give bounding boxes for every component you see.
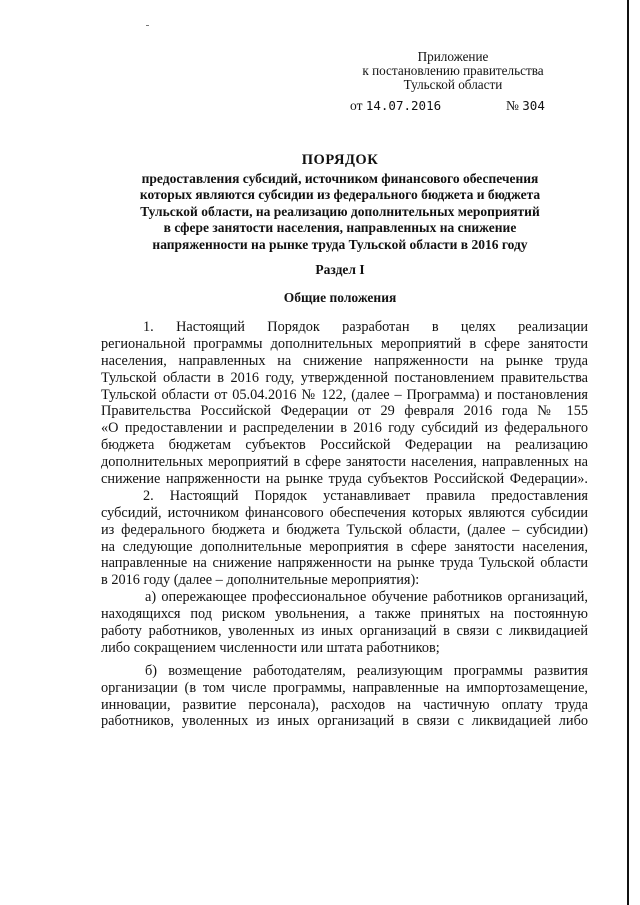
- document-date: 14.07.2016: [365, 98, 442, 113]
- text-line: бюджета бюджетам субъектов Российской Федерации на реализацию: [101, 437, 588, 454]
- section-heading: Раздел I: [315, 262, 365, 277]
- text-line: Тульской области от 05.04.2016 № 122, (далее – Программа) и постановления: [101, 386, 588, 403]
- text-line: дополнительных мероприятий в сфере занятости населения, направленных на: [101, 454, 588, 471]
- scan-mark: [146, 25, 149, 26]
- text-line: Тульской области в 2016 году, утвержденной постановлением правительства: [101, 369, 588, 386]
- number-label: №: [506, 98, 519, 113]
- appendix-line: Приложение: [417, 49, 489, 64]
- paragraph-2: [101, 488, 588, 589]
- title-line: Тульской области, на реализацию дополнительных мероприятий: [140, 203, 540, 219]
- text-line: организации (в том числе программы, направленные на импортозамещение,: [101, 679, 588, 696]
- scan-edge-line: [627, 0, 629, 905]
- text-line: из федерального бюджета и бюджета Тульской области, (далее – субсидии): [101, 521, 588, 538]
- text-line: направленные на снижение напряженности на рынке труда Тульской области: [101, 555, 588, 572]
- document-number: 304: [522, 98, 545, 113]
- text-line: субсидий, источником финансового обеспечения которых являются субсидии: [101, 504, 588, 521]
- paragraph-a: [101, 589, 588, 657]
- paragraph-1: [101, 319, 588, 488]
- text-line: Правительства Российской Федерации от 29 февраля 2016 года № 155: [101, 403, 588, 420]
- title-line: предоставления субсидий, источником финансового обеспечения: [141, 170, 539, 186]
- text-line: снижение напряженности на рынке труда субъектов Российской Федерации».: [101, 471, 588, 488]
- title-line: которых являются субсидии из федерального бюджета и бюджета: [139, 187, 541, 202]
- text-line: находящихся под риском увольнения, а также принятых на постоянную: [101, 606, 588, 623]
- title-line: напряженности на рынке труда Тульской области в 2016 году: [152, 236, 528, 252]
- text-line: работу работников, уволенных из иных организаций в связи с ликвидацией: [101, 623, 588, 640]
- title-main: ПОРЯДОК: [301, 152, 379, 168]
- text-line: либо сокращением численности или штата работников;: [101, 639, 440, 656]
- paragraph-b: [101, 663, 588, 731]
- title-line: в сфере занятости населения, направленных на снижение: [163, 220, 517, 235]
- appendix-line: Тульской области: [403, 77, 503, 92]
- text-line: 1. Настоящий Порядок разработан в целях реализации: [143, 319, 588, 335]
- text-line: региональной программы дополнительных мероприятий в сфере занятости: [101, 335, 588, 352]
- document-body: [101, 319, 588, 730]
- text-line: «О предоставлении и распределении в 2016 году субсидий из федерального: [101, 420, 588, 437]
- text-line: в 2016 году (далее – дополнительные мероприятия):: [101, 572, 420, 589]
- text-line: населения, направленных на снижение напряженности на рынке труда: [101, 352, 588, 369]
- text-line: инновации, развитие персонала), расходов на частичную оплату труда: [101, 696, 588, 713]
- text-line: а) опережающее профессиональное обучение работников организаций,: [145, 589, 588, 606]
- appendix-block: [350, 50, 556, 92]
- document-title: [100, 152, 580, 253]
- appendix-line: к постановлению правительства: [362, 63, 544, 78]
- date-label: от: [350, 98, 363, 113]
- subsection-heading: Общие положения: [283, 290, 397, 305]
- text-line: б) возмещение работодателям, реализующим программы развития: [145, 662, 588, 679]
- text-line: 2. Настоящий Порядок устанавливает правила предоставления: [143, 487, 588, 504]
- text-line: работников, уволенных из иных организаций в связи с ликвидацией либо: [101, 713, 588, 730]
- text-line: на следующие дополнительные мероприятия в сфере занятости населения,: [101, 538, 588, 555]
